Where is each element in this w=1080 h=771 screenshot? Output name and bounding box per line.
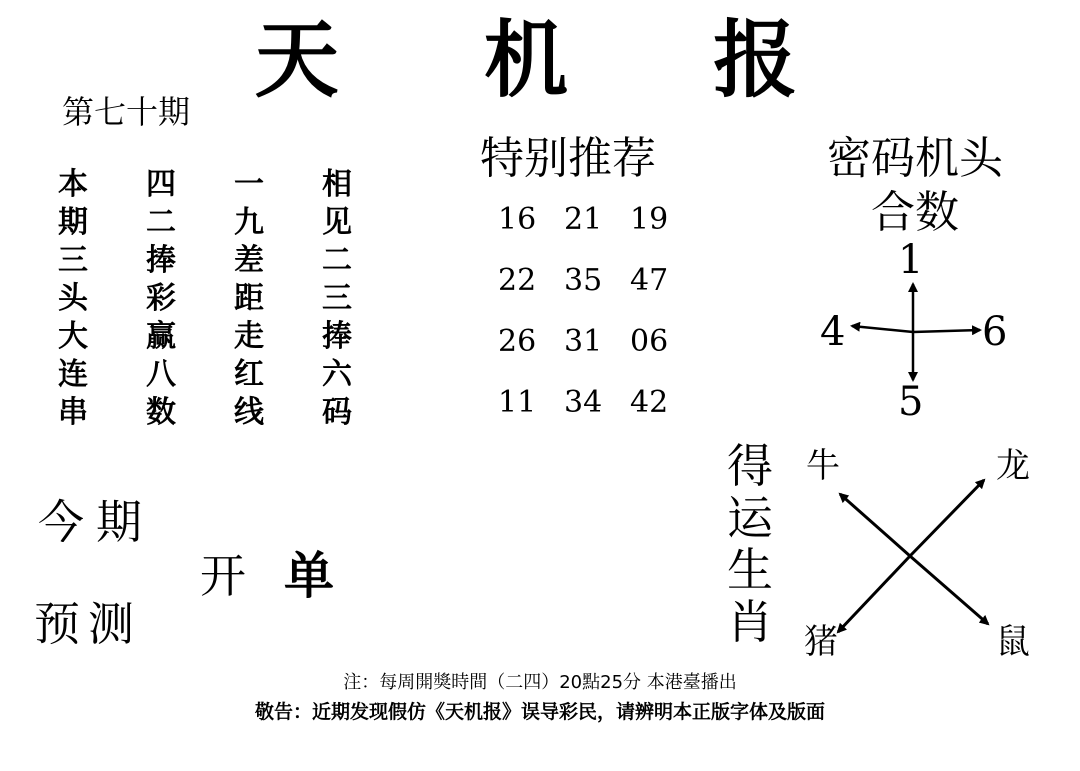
zodiac-dragon: 龙 [996,446,1030,486]
poem-char: 二 [322,243,352,278]
poem-char: 距 [234,281,264,316]
poem-char: 八 [146,357,176,392]
poem-char: 本 [58,167,88,202]
draw-time-note: 注：每周開獎時間（二四）20點25分 本港臺播出 [343,672,737,693]
recommend-number: 16 [498,202,537,237]
zodiac-x-arrows-icon [838,480,988,632]
special-recommend-title: 特别推荐 [480,133,656,184]
poem-char: 六 [322,357,352,392]
poem-char: 捧 [146,243,176,278]
poem-char: 见 [322,205,352,240]
poem-char: 码 [322,395,352,430]
poem-char: 赢 [146,319,176,354]
lucky-zodiac-char: 生 [727,543,773,597]
poem-char: 彩 [146,281,176,316]
poem-char: 红 [234,357,264,392]
counterfeit-warning: 敬告：近期发现假仿《天机报》误导彩民，请辨明本正版字体及版面 [254,701,825,723]
poem-char: 一 [234,167,264,202]
code-digit-top: 1 [898,237,924,283]
recommend-number: 19 [630,202,669,237]
cross-arrows-icon [852,284,980,380]
poem-char: 头 [58,281,88,316]
recommend-number: 42 [630,385,669,420]
poem-char: 走 [234,319,264,354]
code-head-title: 密码机头 [827,133,1003,184]
poem-char: 捧 [322,319,352,354]
recommend-number: 34 [564,385,603,420]
poem-char: 三 [58,243,88,278]
poem-char: 线 [234,395,264,430]
poem-char: 连 [58,357,88,392]
issue-number: 第七十期 [62,93,191,131]
zodiac-ox: 牛 [806,446,840,486]
recommend-number: 31 [564,324,603,359]
recommend-number: 22 [498,263,537,298]
zodiac-rat: 鼠 [996,622,1030,662]
lucky-zodiac-title [724,440,776,648]
prediction-dan: 单 [284,547,334,605]
poem-char: 期 [58,205,88,240]
lucky-zodiac-char: 运 [727,491,773,545]
poem-char: 数 [146,395,176,430]
newspaper-title: 天 机 报 [254,10,856,109]
prediction-line3: 预测 [34,597,142,651]
recommend-number: 26 [498,324,537,359]
prediction-line1: 今期 [38,495,154,549]
code-digit-bottom: 5 [898,379,924,425]
poem-char: 九 [234,205,264,240]
poem-char: 大 [58,319,88,354]
poem-char: 二 [146,205,176,240]
zodiac-pig: 猪 [804,622,838,662]
poem-char: 四 [146,167,176,202]
recommend-number: 21 [564,202,603,237]
code-head-subtitle: 合数 [871,187,959,238]
recommend-number: 35 [564,263,603,298]
recommend-number: 11 [498,385,537,420]
recommend-number: 47 [630,263,669,298]
lucky-zodiac-char: 肖 [727,595,773,649]
poem-char: 相 [322,167,352,202]
code-digit-left: 4 [820,309,846,355]
code-digit-right: 6 [982,309,1008,355]
recommend-number: 06 [630,324,669,359]
poem-char: 三 [322,281,352,316]
poem-char: 串 [58,395,88,430]
lucky-zodiac-char: 得 [727,439,773,493]
prediction-kai: 开 [200,549,246,603]
poem-char: 差 [234,243,264,278]
